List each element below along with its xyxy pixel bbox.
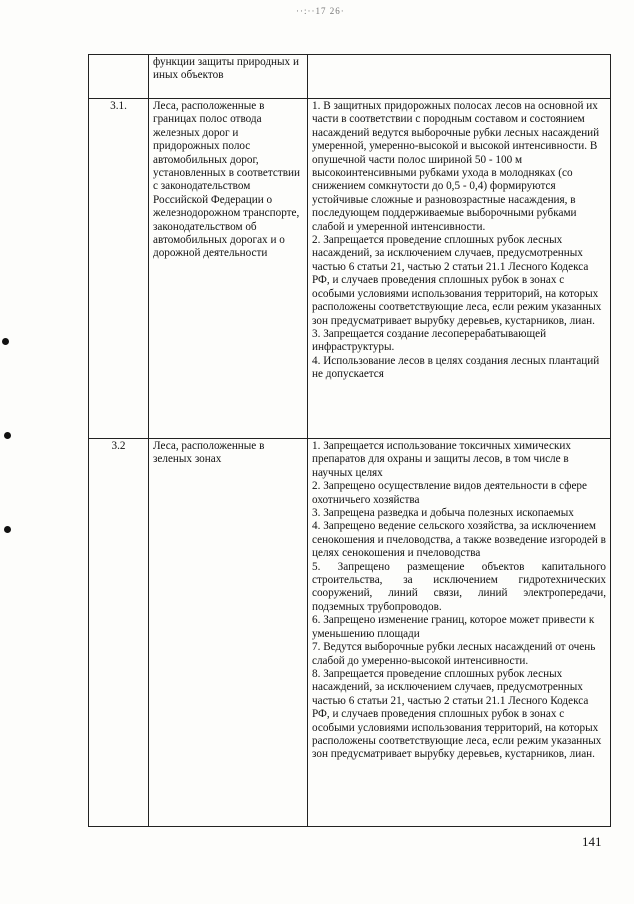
row-category: функции защиты природных и иных объектов [149,55,308,99]
row-category: Леса, расположенные в границах полос отвода железных дорог и придорожных полос автомобильных дорог, установленных в соответствии с законодательством Российской Федерации о железнодорожном транспорте, законодательством об автомобильных дорогах и о дорожной деятельности [149,99,308,439]
row-number: 3.1. [89,99,149,439]
requirement-item: 4. Запрещено ведение сельского хозяйства, за исключением сенокошения и пчеловодства, а также возведение изгородей в целях сенокошения и пчеловодства [312,520,606,560]
scan-header-mark: ··:··17 26· [296,6,345,16]
table-row [89,99,611,439]
requirement-item: 2. Запрещается проведение сплошных рубок лесных насаждений, за исключением случаев, предусмотренных частью 6 статьи 21, частью 2 статьи 21.1 Лесного Кодекса РФ, и случаев проведения сплошных рубок в зонах с особыми условиями использования территорий, на которых расположены соответствующие леса, если режим указанных зон предусматривает вырубку деревьев, кустарников, лиан. [312,234,602,327]
punch-hole [4,432,11,439]
punch-hole [4,526,11,533]
row-category: Леса, расположенные в зеленых зонах [149,439,308,827]
requirement-item: 3. Запрещена разведка и добыча полезных ископаемых [312,507,574,520]
requirement-item: 3. Запрещается создание лесоперерабатывающей инфраструктуры. [312,327,547,354]
regulation-table [88,54,611,827]
row-number [89,55,149,99]
requirement-item: 8. Запрещается проведение сплошных рубок лесных насаждений, за исключением случаев, предусмотренных частью 6 статьи 21, частью 2 статьи 21.1 Лесного Кодекса РФ, и случаев проведения сплошных рубок в зонах с особыми условиями использования территорий, на которых расположены соответствующие леса, если режим указанных зон предусматривает вырубку деревьев, кустарников, лиан. [312,667,602,761]
requirement-item: 4. Использование лесов в целях создания лесных плантаций не допускается [312,354,600,381]
row-requirements [308,439,611,827]
punch-hole [2,338,9,345]
requirement-item: 1. В защитных придорожных полосах лесов на основной их части в соответствии с породным составом и состоянием насаждений ведутся выборочные рубки лесных насаждений умеренной, умеренно-высокой и высокой интенсивности. В опушечной части полос шириной 50 - 100 м высокоинтенсивными рубками ухода в молодняках (со снижением сомкнутости до 0,5 - 0,4) формируются устойчивые сложные и разновозрастные насаждения, в последующем поддерживаемые выборочными рубками слабой и умеренной интенсивности. [312,100,600,233]
requirement-item: 6. Запрещено изменение границ, которое может привести к уменьшению площади [312,614,595,640]
requirement-item: 2. Запрещено осуществление видов деятельности в сфере охотничьего хозяйства [312,480,587,506]
table-row [89,55,611,99]
table-row [89,439,611,827]
page-number: 141 [582,834,602,849]
row-requirements [308,55,611,99]
requirement-item: 7. Ведутся выборочные рубки лесных насаждений от очень слабой до умеренно-высокой интенсивности. [312,641,596,667]
requirement-item: 1. Запрещается использование токсичных химических препаратов для охраны и защиты лесов, в том числе в научных целях [312,440,571,479]
requirement-item: 5. Запрещено размещение объектов капитального строительства, за исключением гидротехнических сооружений, линий связи, линий электропередачи, подземных трубопроводов. [312,560,606,613]
row-requirements [308,99,611,439]
row-number: 3.2 [89,439,149,827]
